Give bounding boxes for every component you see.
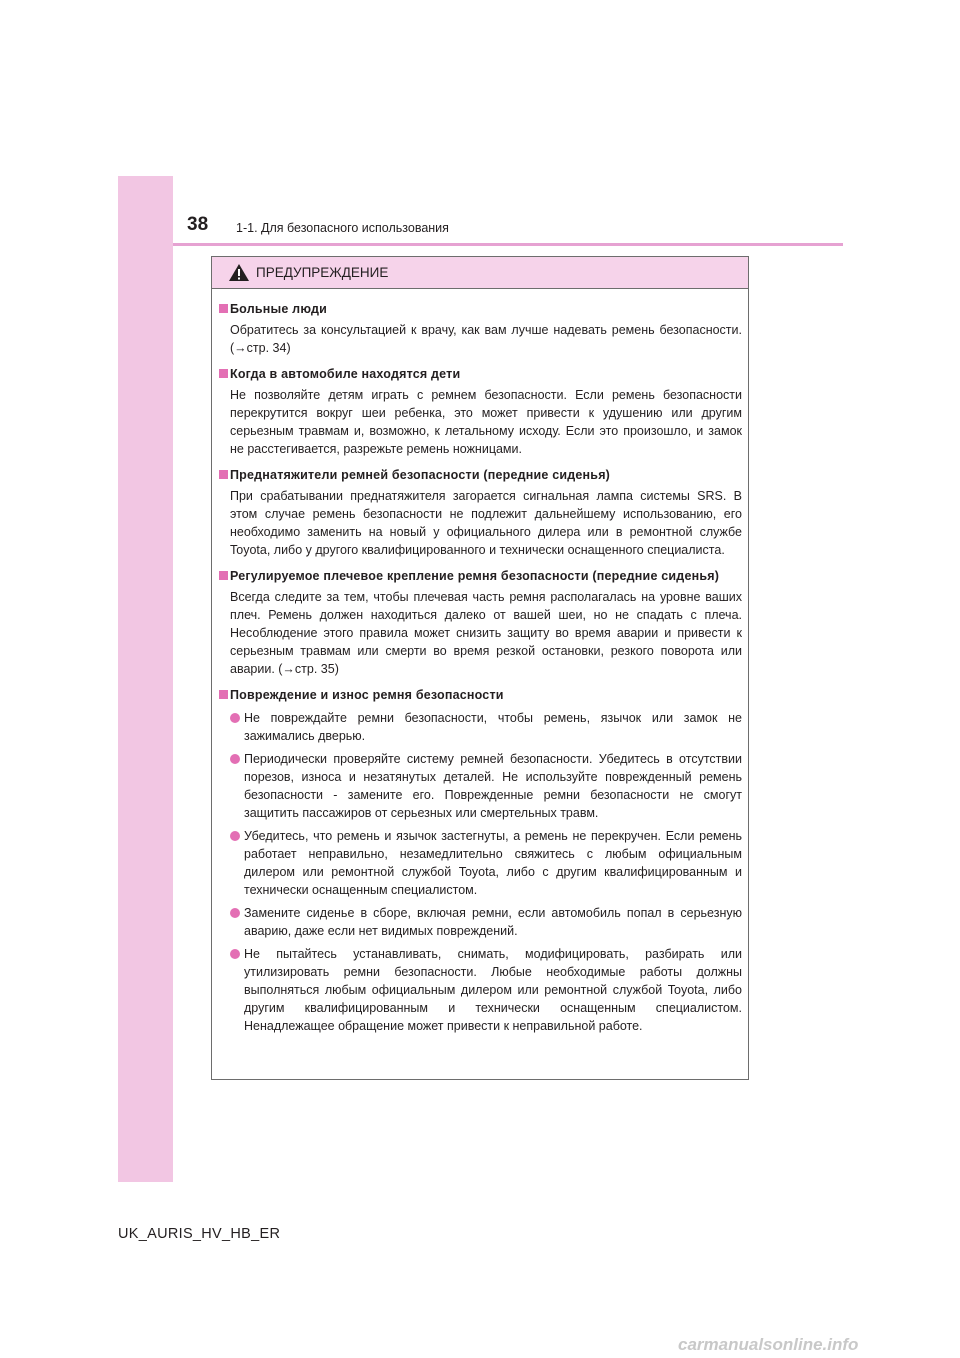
square-bullet-icon — [219, 690, 228, 699]
list-item: Замените сиденье в сборе, включая ремни, если автомобиль попал в серьезную аварию, даже если нет видимых повреждений. — [219, 904, 742, 940]
square-bullet-icon — [219, 571, 228, 580]
section-text: Не позволяйте детям играть с ремнем безопасности. Если ремень безопасности перекрутится вокруг шеи ребенка, это может привести к удушению или другим серьезным травмам и, возможно, к летальному исходу. Если это произошло, и замок не расстегивается, разрежьте ремень ножницами. — [230, 388, 742, 456]
warning-section — [219, 686, 742, 1035]
warning-section — [219, 466, 742, 559]
warning-title: ПРЕДУПРЕЖДЕНИЕ — [256, 265, 389, 280]
list-item: Убедитесь, что ремень и язычок застегнуты, а ремень не перекручен. Если ремень работает неправильно, незамедлительно свяжитесь с любым официальным дилером или ремонтной службой Toyota, либо с другим квалифицированным и технически оснащенным специалистом. — [219, 827, 742, 899]
warning-triangle-icon — [228, 263, 250, 282]
section-heading: Повреждение и износ ремня безопасности — [219, 686, 742, 704]
warning-section — [219, 365, 742, 458]
section-title: 1-1. Для безопасного использования — [236, 221, 449, 235]
header-rule — [173, 243, 843, 246]
footer-code: UK_AURIS_HV_HB_ER — [118, 1226, 281, 1242]
warning-header — [212, 257, 748, 289]
section-text: При срабатывании преднатяжителя загорается сигнальная лампа системы SRS. В этом случае ремень безопасности не подлежит дальнейшему использованию, его необходимо заменить на новый у официального дилера или в ремонтной службе Toyota, либо у другого квалифицированного и технически оснащенного специалиста. — [230, 489, 742, 557]
circle-bullet-icon — [230, 831, 240, 841]
section-heading: Когда в автомобиле находятся дети — [219, 365, 742, 383]
list-item: Не пытайтесь устанавливать, снимать, модифицировать, разбирать или утилизировать ремни безопасности. Любые необходимые работы должны выполняться любым официальным дилером или ремонтной службой Toyota, либо другим квалифицированным и технически оснащенным специалистом. Ненадлежащее обращение может привести к неправильной работе. — [219, 945, 742, 1035]
section-text: Обратитесь за консультацией к врачу, как вам лучше надевать ремень безопасности. (→стр. 34) — [230, 323, 742, 355]
section-heading: Больные люди — [219, 300, 742, 318]
warning-box — [211, 256, 749, 1080]
square-bullet-icon — [219, 304, 228, 313]
square-bullet-icon — [219, 470, 228, 479]
list-item: Периодически проверяйте систему ремней безопасности. Убедитесь в отсутствии порезов, износа и незатянутых деталей. Не используйте поврежденный ремень безопасности - замените его. Поврежденные ремни безопасности не смогут защитить пассажиров от серьезных или смертельных травм. — [219, 750, 742, 822]
side-color-band — [118, 176, 173, 1182]
warning-body — [212, 289, 748, 1035]
circle-bullet-icon — [230, 713, 240, 723]
section-text: Всегда следите за тем, чтобы плечевая часть ремня располагалась на уровне ваших плеч. Ремень должен находиться далеко от вашей шеи, но не спадать с плеча. Несоблюдение этого правила может снизить защиту во время аварии и привести к серьезным травмам или смерти во время резкой остановки, резкого поворота или аварии. (→стр. 35) — [230, 590, 742, 676]
warning-section — [219, 567, 742, 678]
circle-bullet-icon — [230, 754, 240, 764]
square-bullet-icon — [219, 369, 228, 378]
circle-bullet-icon — [230, 908, 240, 918]
list-item: Не повреждайте ремни безопасности, чтобы ремень, язычок или замок не зажимались дверью. — [219, 709, 742, 745]
warning-section — [219, 300, 742, 357]
circle-bullet-icon — [230, 949, 240, 959]
page-number: 38 — [187, 214, 209, 235]
watermark: carmanualsonline.info — [678, 1335, 859, 1354]
section-heading: Преднатяжители ремней безопасности (передние сиденья) — [219, 466, 742, 484]
section-heading: Регулируемое плечевое крепление ремня безопасности (передние сиденья) — [219, 567, 742, 585]
